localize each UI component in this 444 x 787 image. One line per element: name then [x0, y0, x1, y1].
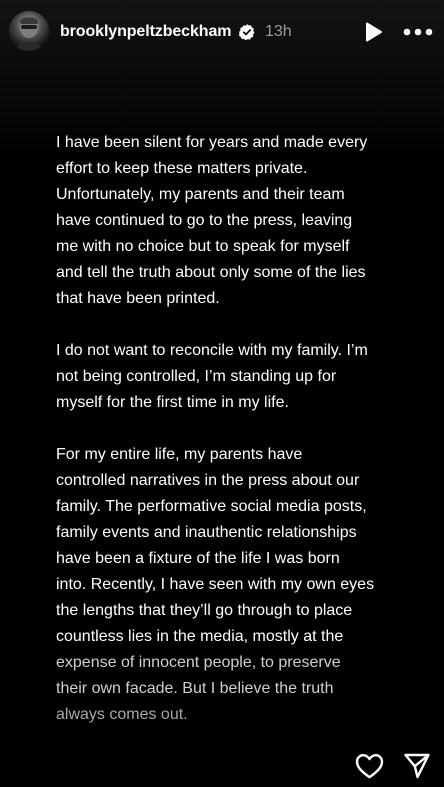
story-paragraph-text-faded: always comes out. — [56, 706, 188, 723]
story-paragraph — [56, 442, 396, 728]
more-horizontal-icon[interactable] — [403, 25, 433, 39]
story-paragraph-text-fading: expense of innocent people, to preserve their own facade. But I believe the truth — [56, 654, 341, 697]
username[interactable]: brooklynpeltzbeckham — [60, 23, 232, 40]
story-paragraph: I do not want to reconcile with my family. I’m not being controlled, I’m standing up for myself for the first time in my life. — [56, 342, 368, 411]
story-paragraph-text: For my entire life, my parents have controlled narratives in the press about our family. The performative social media posts, family events and inauthentic relationships have been a fixture of the life I was born into. Recently, I have seen with my own eyes the lengths that they’ll go through to place countless lies in the media, mostly at the — [56, 446, 375, 645]
story-text — [56, 130, 396, 728]
story-footer — [0, 740, 444, 787]
avatar-photo-icon — [9, 11, 49, 51]
story-header — [0, 0, 444, 64]
heart-icon[interactable] — [355, 753, 384, 779]
avatar[interactable] — [9, 11, 49, 51]
play-icon[interactable] — [362, 21, 384, 43]
verified-badge-icon — [238, 23, 256, 41]
story-paragraph: I have been silent for years and made every effort to keep these matters private. Unfortunately, my parents and their team have continued to go to the press, leaving me with no choice but to speak for myself and tell the truth about only some of the lies that have been printed. — [56, 134, 368, 307]
paper-plane-icon[interactable] — [403, 752, 431, 780]
post-timestamp: 13h — [265, 23, 292, 40]
